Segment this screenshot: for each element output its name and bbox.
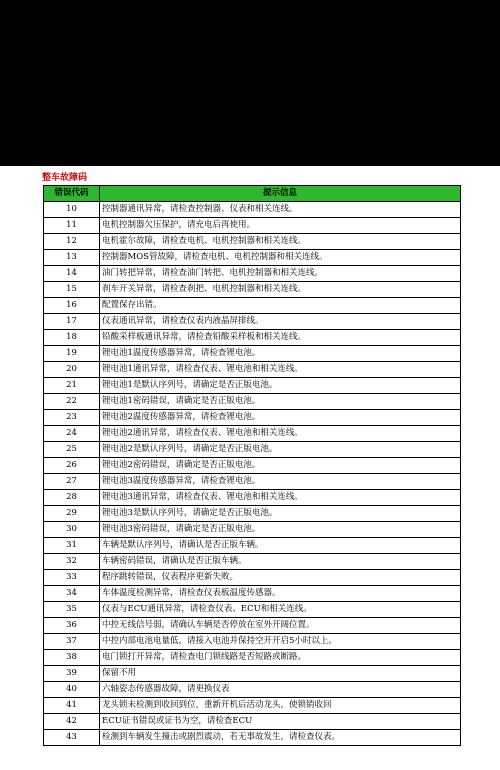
table-row xyxy=(44,266,461,282)
message-cell: 保留不用 xyxy=(100,666,461,682)
message-cell: 锂电池1是默认序列号，请确定是否正版电池。 xyxy=(100,378,461,394)
error-code-cell: 26 xyxy=(44,458,100,474)
error-code-cell: 22 xyxy=(44,394,100,410)
table-row xyxy=(44,490,461,506)
error-code-cell: 34 xyxy=(44,586,100,602)
table-row xyxy=(44,618,461,634)
message-cell: 锂电池1温度传感器异常，请检查锂电池。 xyxy=(100,346,461,362)
table-row xyxy=(44,554,461,570)
error-code-cell: 12 xyxy=(44,234,100,250)
error-code-cell: 18 xyxy=(44,330,100,346)
message-cell: 电门锁打开异常，请检查电门锁线路是否短路或断路。 xyxy=(100,650,461,666)
message-cell: ECU证书错误或证书为空，请检查ECU xyxy=(100,714,461,730)
message-cell: 检测到车辆发生撞击或剧烈震动，若无事故发生，请检查仪表。 xyxy=(100,730,461,746)
table-row xyxy=(44,666,461,682)
table-row xyxy=(44,698,461,714)
message-cell: 六轴姿态传感器故障，请更换仪表 xyxy=(100,682,461,698)
table-row xyxy=(44,218,461,234)
error-code-cell: 38 xyxy=(44,650,100,666)
error-code-cell: 35 xyxy=(44,602,100,618)
message-cell: 电机控制器欠压保护，请充电后再使用。 xyxy=(100,218,461,234)
message-cell: 中控内部电池电量低，请接入电池并保持空开开启5小时以上。 xyxy=(100,634,461,650)
message-cell: 仪表通讯异常，请检查仪表内液晶屏排线。 xyxy=(100,314,461,330)
table-body xyxy=(44,202,461,746)
error-code-cell: 23 xyxy=(44,410,100,426)
message-cell: 锂电池3是默认序列号，请确定是否正版电池。 xyxy=(100,506,461,522)
fault-code-table xyxy=(43,185,461,746)
message-cell: 锂电池1通讯异常，请检查仪表、锂电池和相关连线。 xyxy=(100,362,461,378)
message-cell: 车体温度检测异常，请检查仪表板温度传感器。 xyxy=(100,586,461,602)
table-row xyxy=(44,650,461,666)
error-code-cell: 11 xyxy=(44,218,100,234)
table-row xyxy=(44,202,461,218)
table-header-row xyxy=(44,186,461,202)
table-row xyxy=(44,586,461,602)
message-cell: 锂电池1密码错误，请确定是否正版电池。 xyxy=(100,394,461,410)
error-code-cell: 20 xyxy=(44,362,100,378)
error-code-cell: 10 xyxy=(44,202,100,218)
error-code-cell: 31 xyxy=(44,538,100,554)
table-row xyxy=(44,506,461,522)
error-code-cell: 14 xyxy=(44,266,100,282)
table-row xyxy=(44,314,461,330)
table-row xyxy=(44,474,461,490)
error-code-cell: 13 xyxy=(44,250,100,266)
table-row xyxy=(44,426,461,442)
message-cell: 车辆密码错误，请确认是否正版车辆。 xyxy=(100,554,461,570)
page-title: 整车故障码 xyxy=(42,173,88,183)
table-row xyxy=(44,378,461,394)
message-cell: 中控无线信号弱，请确认车辆是否停放在室外开阔位置。 xyxy=(100,618,461,634)
error-code-cell: 24 xyxy=(44,426,100,442)
message-cell: 程序跳转错误，仪表程序更新失败。 xyxy=(100,570,461,586)
table-row xyxy=(44,410,461,426)
error-code-cell: 16 xyxy=(44,298,100,314)
header-code: 错误代码 xyxy=(44,186,100,202)
message-cell: 锂电池2通讯异常，请检查仪表、锂电池和相关连线。 xyxy=(100,426,461,442)
message-cell: 车辆是默认序列号，请确认是否正版车辆。 xyxy=(100,538,461,554)
error-code-cell: 36 xyxy=(44,618,100,634)
message-cell: 锂电池3通讯异常，请检查仪表、锂电池和相关连线。 xyxy=(100,490,461,506)
message-cell: 锂电池3密码错误，请确定是否正版电池。 xyxy=(100,522,461,538)
message-cell: 锂电池2温度传感器异常，请检查锂电池。 xyxy=(100,410,461,426)
table-row xyxy=(44,282,461,298)
message-cell: 铅酸采样板通讯异常，请检查铅酸采样板和相关连线。 xyxy=(100,330,461,346)
table-row xyxy=(44,458,461,474)
error-code-cell: 19 xyxy=(44,346,100,362)
table-row xyxy=(44,234,461,250)
table-row xyxy=(44,346,461,362)
error-code-cell: 28 xyxy=(44,490,100,506)
table-row xyxy=(44,570,461,586)
error-code-cell: 17 xyxy=(44,314,100,330)
table-row xyxy=(44,250,461,266)
message-cell: 仪表与ECU通讯异常，请检查仪表、ECU和相关连线。 xyxy=(100,602,461,618)
error-code-cell: 37 xyxy=(44,634,100,650)
table-row xyxy=(44,682,461,698)
error-code-cell: 42 xyxy=(44,714,100,730)
table-row xyxy=(44,522,461,538)
error-code-cell: 21 xyxy=(44,378,100,394)
message-cell: 控制器通讯异常，请检查控制器、仪表和相关连线。 xyxy=(100,202,461,218)
table-row xyxy=(44,298,461,314)
message-cell: 锂电池2密码错误，请确定是否正版电池。 xyxy=(100,458,461,474)
table-row xyxy=(44,362,461,378)
error-code-cell: 30 xyxy=(44,522,100,538)
error-code-cell: 29 xyxy=(44,506,100,522)
message-cell: 配置保存出错。 xyxy=(100,298,461,314)
header-message: 提示信息 xyxy=(100,186,461,202)
table-row xyxy=(44,538,461,554)
table-row xyxy=(44,394,461,410)
table-row xyxy=(44,714,461,730)
top-black-band xyxy=(0,0,500,166)
table-row xyxy=(44,634,461,650)
error-code-cell: 25 xyxy=(44,442,100,458)
error-code-cell: 33 xyxy=(44,570,100,586)
error-code-cell: 40 xyxy=(44,682,100,698)
error-code-cell: 43 xyxy=(44,730,100,746)
message-cell: 刹车开关异常，请检查刹把、电机控制器和相关连线。 xyxy=(100,282,461,298)
message-cell: 锂电池2是默认序列号，请确定是否正版电池。 xyxy=(100,442,461,458)
table-row xyxy=(44,330,461,346)
table-row xyxy=(44,602,461,618)
message-cell: 控制器MOS管故障，请检查电机、电机控制器和相关连线。 xyxy=(100,250,461,266)
table-row xyxy=(44,730,461,746)
table-row xyxy=(44,442,461,458)
message-cell: 电机霍尔故障，请检查电机、电机控制器和相关连线。 xyxy=(100,234,461,250)
error-code-cell: 39 xyxy=(44,666,100,682)
message-cell: 龙头锁未检测到收回到位，重新开机后活动龙头，使锁销收回 xyxy=(100,698,461,714)
error-code-cell: 27 xyxy=(44,474,100,490)
error-code-cell: 41 xyxy=(44,698,100,714)
message-cell: 锂电池3温度传感器异常，请检查锂电池。 xyxy=(100,474,461,490)
error-code-cell: 15 xyxy=(44,282,100,298)
error-code-cell: 32 xyxy=(44,554,100,570)
message-cell: 油门转把异常，请检查油门转把、电机控制器和相关连线。 xyxy=(100,266,461,282)
